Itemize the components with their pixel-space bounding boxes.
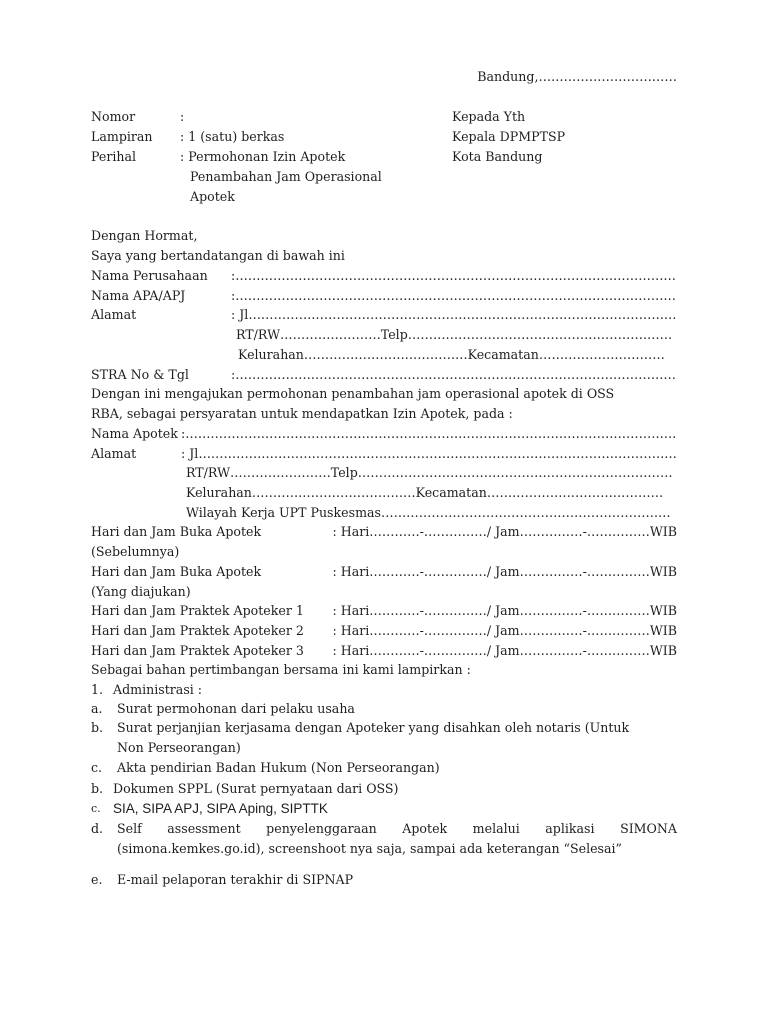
- nomor-label: Nomor: [91, 109, 136, 124]
- list-item: Self assessment penyelenggaraan Apotek melalui aplikasi SIMONA: [117, 821, 677, 836]
- recipient-line-2: Kepala DPMPTSP: [452, 129, 566, 144]
- praktek-3-field: : Hari…………-……………/ Jam……………-……………WIB: [332, 643, 677, 658]
- pharmacy-rtrw-line: RT/RW……………………Telp…………………………………………………………………: [186, 465, 673, 480]
- list-item-continuation: (simona.kemkes.go.id), screenshoot nya saja, sampai ada keterangan “Selesai”: [117, 841, 622, 856]
- list-item: Dokumen SPPL (Surat pernyataan dari OSS): [113, 781, 399, 796]
- nama-apotek-label: Nama Apotek: [91, 426, 178, 441]
- section-title: Administrasi :: [113, 682, 203, 697]
- list-item-continuation: Non Perseorangan): [117, 740, 241, 755]
- applicant-kelurahan-line: Kelurahan…………………………………Kecamatan…………………………: [238, 347, 665, 362]
- list-item: Akta pendirian Badan Hukum (Non Perseorangan): [117, 760, 440, 775]
- list-marker: c.: [91, 760, 103, 775]
- applicant-alamat-label: Alamat: [91, 307, 137, 322]
- apa-label: Nama APA/APJ: [91, 288, 186, 303]
- stra-field: :……………………………………………………………………………………………: [231, 367, 677, 382]
- list-marker: d.: [91, 821, 104, 836]
- list-marker: c.: [91, 802, 101, 815]
- list-marker: b.: [91, 781, 104, 796]
- sebelumnya-note: (Sebelumnya): [91, 544, 180, 559]
- nama-apotek-field: :………………………………………………………………………………………………………: [181, 426, 677, 441]
- perihal-value-line-2: Penambahan Jam Operasional: [190, 169, 382, 184]
- list-item: E-mail pelaporan terakhir di SIPNAP: [117, 872, 354, 887]
- praktek-2-field: : Hari…………-……………/ Jam……………-……………WIB: [332, 623, 677, 638]
- praktek-3-label: Hari dan Jam Praktek Apoteker 3: [91, 643, 304, 658]
- attachments-intro: Sebagai bahan pertimbangan bersama ini kami lampirkan :: [91, 662, 471, 677]
- jam-buka-sebelumnya-label: Hari dan Jam Buka Apotek: [91, 524, 262, 539]
- list-item: Surat permohonan dari pelaku usaha: [117, 701, 355, 716]
- praktek-1-label: Hari dan Jam Praktek Apoteker 1: [91, 603, 304, 618]
- praktek-1-field: : Hari…………-……………/ Jam……………-……………WIB: [332, 603, 677, 618]
- list-marker: e.: [91, 872, 103, 887]
- nomor-value: :: [180, 109, 185, 124]
- apa-field: :……………………………………………………………………………………………: [231, 288, 677, 303]
- pharmacy-alamat-field: : Jl……………………………………………………………………………………………………: [181, 446, 677, 461]
- greeting: Dengan Hormat,: [91, 228, 198, 243]
- list-marker: b.: [91, 720, 104, 735]
- diajukan-note: (Yang diajukan): [91, 584, 191, 599]
- perihal-value-line-3: Apotek: [190, 189, 235, 204]
- recipient-line-3: Kota Bandung: [452, 149, 543, 164]
- praktek-2-label: Hari dan Jam Praktek Apoteker 2: [91, 623, 304, 638]
- recipient-line-1: Kepada Yth: [452, 109, 526, 124]
- list-marker: a.: [91, 701, 103, 716]
- jam-buka-diajukan-field: : Hari…………-……………/ Jam……………-……………WIB: [332, 564, 677, 579]
- request-line-2: RBA, sebagai persyaratan untuk mendapatkan Izin Apotek, pada :: [91, 406, 513, 421]
- request-line-1: Dengan ini mengajukan permohonan penambahan jam operasional apotek di OSS: [91, 386, 615, 401]
- place-date: Bandung,……………………………: [477, 69, 677, 84]
- perusahaan-label: Nama Perusahaan: [91, 268, 208, 283]
- list-item: Surat perjanjian kerjasama dengan Apoteker yang disahkan oleh notaris (Untuk: [117, 720, 630, 735]
- stra-label: STRA No & Tgl: [91, 367, 189, 382]
- lampiran-value: : 1 (satu) berkas: [180, 129, 285, 144]
- perihal-value-line-1: : Permohonan Izin Apotek: [180, 149, 346, 164]
- pharmacy-wilayah-line: Wilayah Kerja UPT Puskesmas……………………………………………………………: [186, 505, 671, 520]
- section-number: 1.: [91, 682, 104, 697]
- list-item: SIA, SIPA APJ, SIPA Aping, SIPTTK: [113, 801, 328, 816]
- pharmacy-alamat-label: Alamat: [91, 446, 137, 461]
- applicant-alamat-field: : Jl…………………………………………………………………………………………: [231, 307, 677, 322]
- pharmacy-kelurahan-line: Kelurahan…………………………………Kecamatan……………………………………: [186, 485, 664, 500]
- jam-buka-sebelumnya-field: : Hari…………-……………/ Jam……………-……………WIB: [332, 524, 677, 539]
- lampiran-label: Lampiran: [91, 129, 153, 144]
- perusahaan-field: :……………………………………………………………………………………………: [231, 268, 677, 283]
- applicant-rtrw-line: RT/RW……………………Telp………………………………………………………: [236, 327, 673, 342]
- perihal-label: Perihal: [91, 149, 137, 164]
- intro: Saya yang bertandatangan di bawah ini: [91, 248, 345, 263]
- jam-buka-diajukan-label: Hari dan Jam Buka Apotek: [91, 564, 262, 579]
